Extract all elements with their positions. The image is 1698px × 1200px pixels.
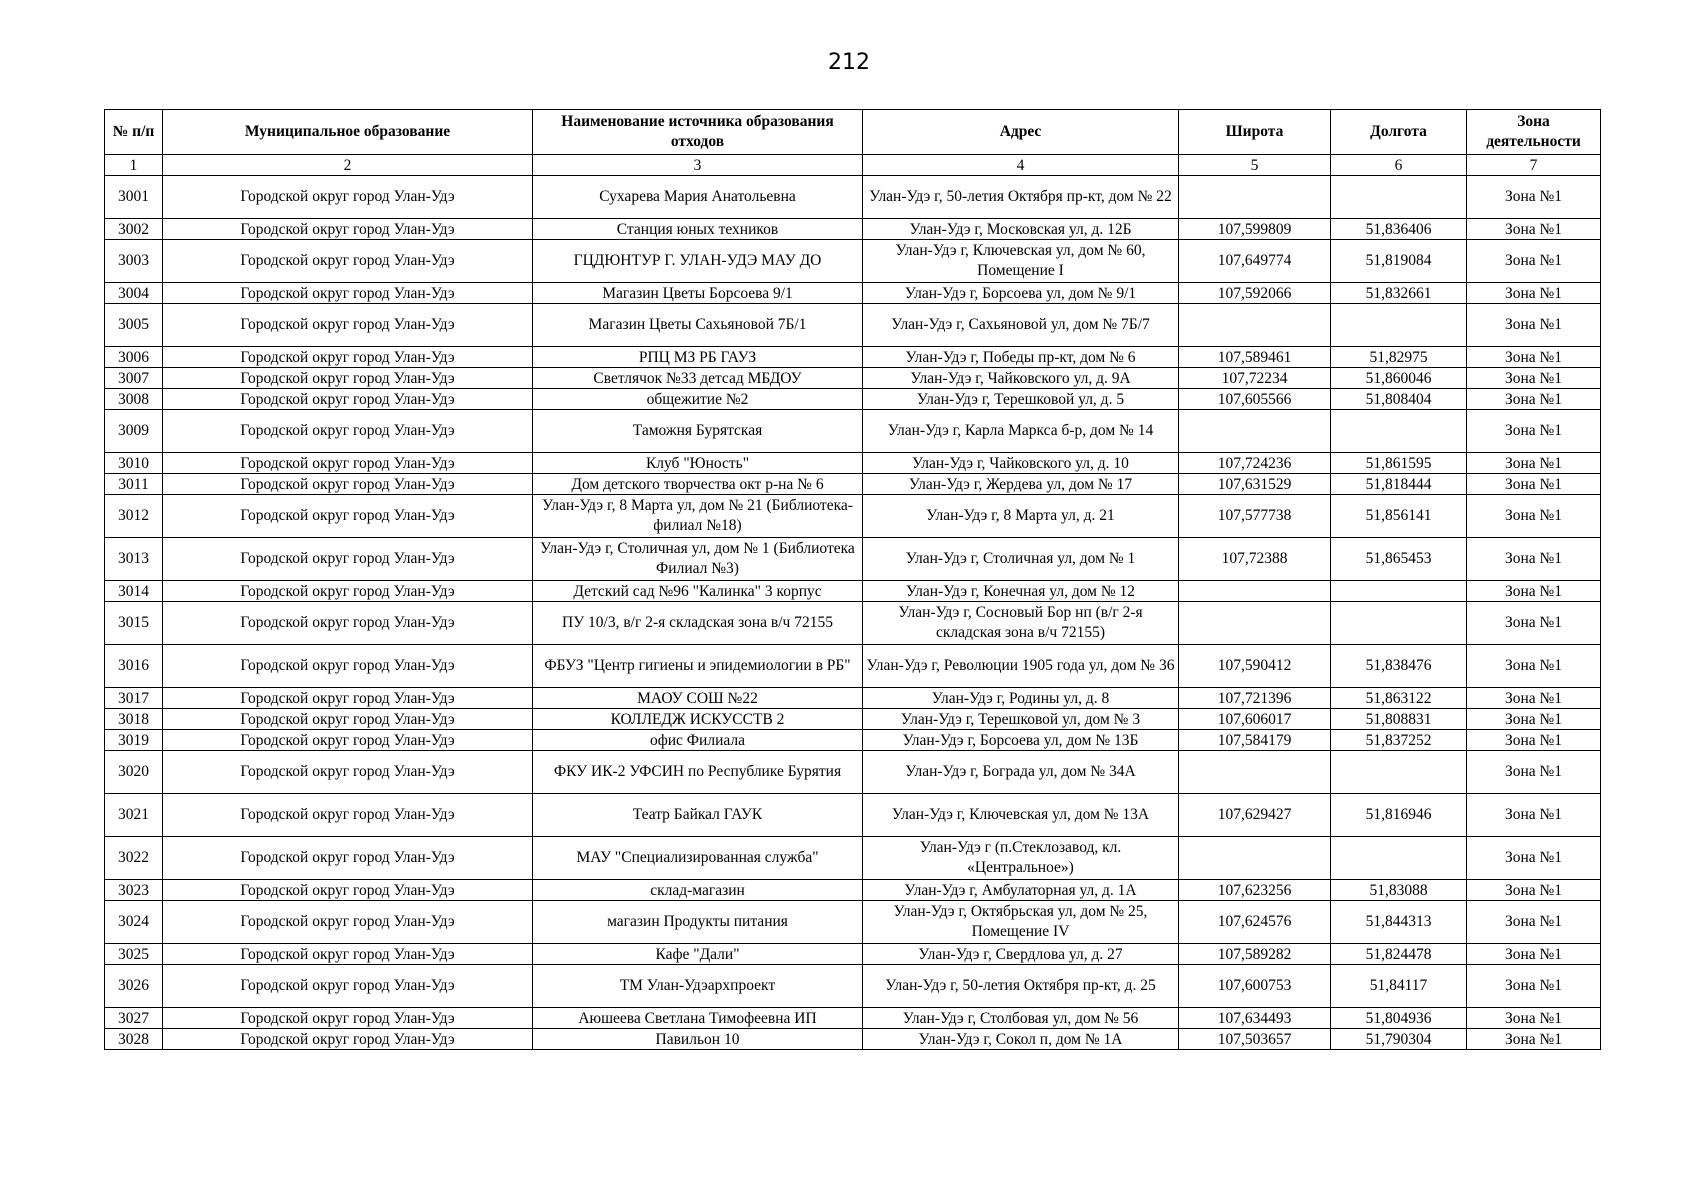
longitude-cell: 51,808404 bbox=[1331, 389, 1467, 410]
table-row bbox=[105, 1029, 1601, 1050]
latitude-cell: 107,631529 bbox=[1179, 474, 1331, 495]
source-name-cell: МАУ "Специализированная служба" bbox=[533, 837, 863, 880]
zone-cell: Зона №1 bbox=[1467, 453, 1601, 474]
row-number-cell: 3005 bbox=[105, 304, 163, 347]
source-name-cell: Кафе "Дали" bbox=[533, 944, 863, 965]
row-number-cell: 3010 bbox=[105, 453, 163, 474]
latitude-cell bbox=[1179, 304, 1331, 347]
column-number-cell: 5 bbox=[1179, 155, 1331, 176]
page-number: 212 bbox=[828, 50, 870, 75]
address-cell: Улан-Удэ г, 50-летия Октября пр-кт, д. 25 bbox=[863, 965, 1179, 1008]
municipality-cell: Городской округ город Улан-Удэ bbox=[163, 688, 533, 709]
longitude-cell: 51,804936 bbox=[1331, 1008, 1467, 1029]
zone-cell: Зона №1 bbox=[1467, 1008, 1601, 1029]
source-name-cell: Светлячок №33 детсад МБДОУ bbox=[533, 368, 863, 389]
latitude-cell: 107,721396 bbox=[1179, 688, 1331, 709]
latitude-cell bbox=[1179, 751, 1331, 794]
source-name-cell: ПУ 10/3, в/г 2-я складская зона в/ч 72155 bbox=[533, 602, 863, 645]
row-number-cell: 3019 bbox=[105, 730, 163, 751]
table-row bbox=[105, 901, 1601, 944]
longitude-cell: 51,824478 bbox=[1331, 944, 1467, 965]
municipality-cell: Городской округ город Улан-Удэ bbox=[163, 304, 533, 347]
latitude-cell: 107,624576 bbox=[1179, 901, 1331, 944]
row-number-cell: 3018 bbox=[105, 709, 163, 730]
table-row bbox=[105, 602, 1601, 645]
address-cell: Улан-Удэ г, Свердлова ул, д. 27 bbox=[863, 944, 1179, 965]
municipality-cell: Городской округ город Улан-Удэ bbox=[163, 645, 533, 688]
source-name-cell: Таможня Бурятская bbox=[533, 410, 863, 453]
address-cell: Улан-Удэ г, Терешковой ул, дом № 3 bbox=[863, 709, 1179, 730]
municipality-cell: Городской округ город Улан-Удэ bbox=[163, 538, 533, 581]
longitude-cell bbox=[1331, 602, 1467, 645]
source-name-cell: магазин Продукты питания bbox=[533, 901, 863, 944]
table-row bbox=[105, 410, 1601, 453]
municipality-cell: Городской округ город Улан-Удэ bbox=[163, 1008, 533, 1029]
municipality-cell: Городской округ город Улан-Удэ bbox=[163, 368, 533, 389]
longitude-cell: 51,819084 bbox=[1331, 240, 1467, 283]
longitude-cell: 51,816946 bbox=[1331, 794, 1467, 837]
longitude-cell: 51,838476 bbox=[1331, 645, 1467, 688]
header-cell: Муниципальное образование bbox=[163, 110, 533, 155]
row-number-cell: 3026 bbox=[105, 965, 163, 1008]
latitude-cell: 107,649774 bbox=[1179, 240, 1331, 283]
zone-cell: Зона №1 bbox=[1467, 283, 1601, 304]
address-cell: Улан-Удэ г, Амбулаторная ул, д. 1А bbox=[863, 880, 1179, 901]
latitude-cell: 107,600753 bbox=[1179, 965, 1331, 1008]
row-number-cell: 3024 bbox=[105, 901, 163, 944]
header-cell: Наименование источника образования отходов bbox=[533, 110, 863, 155]
table-row bbox=[105, 219, 1601, 240]
row-number-cell: 3016 bbox=[105, 645, 163, 688]
latitude-cell: 107,606017 bbox=[1179, 709, 1331, 730]
latitude-cell: 107,590412 bbox=[1179, 645, 1331, 688]
row-number-cell: 3011 bbox=[105, 474, 163, 495]
zone-cell: Зона №1 bbox=[1467, 410, 1601, 453]
zone-cell: Зона №1 bbox=[1467, 538, 1601, 581]
header-cell: Адрес bbox=[863, 110, 1179, 155]
column-number-cell: 1 bbox=[105, 155, 163, 176]
municipality-cell: Городской округ город Улан-Удэ bbox=[163, 219, 533, 240]
address-cell: Улан-Удэ г, Столбовая ул, дом № 56 bbox=[863, 1008, 1179, 1029]
table-row bbox=[105, 751, 1601, 794]
longitude-cell: 51,808831 bbox=[1331, 709, 1467, 730]
source-name-cell: Улан-Удэ г, 8 Марта ул, дом № 21 (Библиотека-филиал №18) bbox=[533, 495, 863, 538]
address-cell: Улан-Удэ г, Победы пр-кт, дом № 6 bbox=[863, 347, 1179, 368]
zone-cell: Зона №1 bbox=[1467, 880, 1601, 901]
table-row bbox=[105, 688, 1601, 709]
row-number-cell: 3009 bbox=[105, 410, 163, 453]
longitude-cell: 51,863122 bbox=[1331, 688, 1467, 709]
row-number-cell: 3020 bbox=[105, 751, 163, 794]
source-name-cell: Клуб "Юность" bbox=[533, 453, 863, 474]
address-cell: Улан-Удэ г, Конечная ул, дом № 12 bbox=[863, 581, 1179, 602]
latitude-cell: 107,589461 bbox=[1179, 347, 1331, 368]
row-number-cell: 3014 bbox=[105, 581, 163, 602]
table-row bbox=[105, 581, 1601, 602]
row-number-cell: 3006 bbox=[105, 347, 163, 368]
table-row bbox=[105, 495, 1601, 538]
zone-cell: Зона №1 bbox=[1467, 965, 1601, 1008]
address-cell: Улан-Удэ г, Чайковского ул, д. 9А bbox=[863, 368, 1179, 389]
address-cell: Улан-Удэ г (п.Стеклозавод, кл. «Центральное») bbox=[863, 837, 1179, 880]
address-cell: Улан-Удэ г, 50-летия Октября пр-кт, дом № 22 bbox=[863, 176, 1179, 219]
row-number-cell: 3004 bbox=[105, 283, 163, 304]
column-number-cell: 7 bbox=[1467, 155, 1601, 176]
row-number-cell: 3008 bbox=[105, 389, 163, 410]
municipality-cell: Городской округ город Улан-Удэ bbox=[163, 453, 533, 474]
table-row bbox=[105, 730, 1601, 751]
table-row bbox=[105, 368, 1601, 389]
latitude-cell bbox=[1179, 602, 1331, 645]
zone-cell: Зона №1 bbox=[1467, 219, 1601, 240]
zone-cell: Зона №1 bbox=[1467, 751, 1601, 794]
longitude-cell: 51,865453 bbox=[1331, 538, 1467, 581]
latitude-cell: 107,72388 bbox=[1179, 538, 1331, 581]
source-name-cell: Дом детского творчества окт р-на № 6 bbox=[533, 474, 863, 495]
source-name-cell: МАОУ СОШ №22 bbox=[533, 688, 863, 709]
source-name-cell: Сухарева Мария Анатольевна bbox=[533, 176, 863, 219]
source-name-cell: Детский сад №96 "Калинка" 3 корпус bbox=[533, 581, 863, 602]
row-number-cell: 3013 bbox=[105, 538, 163, 581]
latitude-cell: 107,634493 bbox=[1179, 1008, 1331, 1029]
address-cell: Улан-Удэ г, Сахьяновой ул, дом № 7Б/7 bbox=[863, 304, 1179, 347]
municipality-cell: Городской округ город Улан-Удэ bbox=[163, 751, 533, 794]
address-cell: Улан-Удэ г, Жердева ул, дом № 17 bbox=[863, 474, 1179, 495]
address-cell: Улан-Удэ г, Октябрьская ул, дом № 25, Помещение IV bbox=[863, 901, 1179, 944]
column-number-cell: 6 bbox=[1331, 155, 1467, 176]
municipality-cell: Городской округ город Улан-Удэ bbox=[163, 347, 533, 368]
source-name-cell: КОЛЛЕДЖ ИСКУССТВ 2 bbox=[533, 709, 863, 730]
municipality-cell: Городской округ город Улан-Удэ bbox=[163, 495, 533, 538]
latitude-cell: 107,629427 bbox=[1179, 794, 1331, 837]
row-number-cell: 3021 bbox=[105, 794, 163, 837]
longitude-cell bbox=[1331, 581, 1467, 602]
row-number-cell: 3001 bbox=[105, 176, 163, 219]
municipality-cell: Городской округ город Улан-Удэ bbox=[163, 283, 533, 304]
source-name-cell: ФКУ ИК-2 УФСИН по Республике Бурятия bbox=[533, 751, 863, 794]
row-number-cell: 3022 bbox=[105, 837, 163, 880]
header-cell: Широта bbox=[1179, 110, 1331, 155]
table-row bbox=[105, 944, 1601, 965]
row-number-cell: 3017 bbox=[105, 688, 163, 709]
column-number-cell: 4 bbox=[863, 155, 1179, 176]
zone-cell: Зона №1 bbox=[1467, 901, 1601, 944]
source-name-cell: Павильон 10 bbox=[533, 1029, 863, 1050]
zone-cell: Зона №1 bbox=[1467, 495, 1601, 538]
latitude-cell: 107,584179 bbox=[1179, 730, 1331, 751]
latitude-cell: 107,577738 bbox=[1179, 495, 1331, 538]
source-name-cell: Магазин Цветы Сахьяновой 7Б/1 bbox=[533, 304, 863, 347]
longitude-cell: 51,836406 bbox=[1331, 219, 1467, 240]
address-cell: Улан-Удэ г, 8 Марта ул, д. 21 bbox=[863, 495, 1179, 538]
address-cell: Улан-Удэ г, Чайковского ул, д. 10 bbox=[863, 453, 1179, 474]
municipality-cell: Городской округ город Улан-Удэ bbox=[163, 901, 533, 944]
municipality-cell: Городской округ город Улан-Удэ bbox=[163, 880, 533, 901]
table-row bbox=[105, 453, 1601, 474]
header-cell: Долгота bbox=[1331, 110, 1467, 155]
address-cell: Улан-Удэ г, Столичная ул, дом № 1 bbox=[863, 538, 1179, 581]
zone-cell: Зона №1 bbox=[1467, 368, 1601, 389]
zone-cell: Зона №1 bbox=[1467, 389, 1601, 410]
longitude-cell: 51,856141 bbox=[1331, 495, 1467, 538]
source-name-cell: Улан-Удэ г, Столичная ул, дом № 1 (Библиотека Филиал №3) bbox=[533, 538, 863, 581]
municipality-cell: Городской округ город Улан-Удэ bbox=[163, 581, 533, 602]
longitude-cell: 51,860046 bbox=[1331, 368, 1467, 389]
municipality-cell: Городской округ город Улан-Удэ bbox=[163, 965, 533, 1008]
municipality-cell: Городской округ город Улан-Удэ bbox=[163, 730, 533, 751]
header-cell: № п/п bbox=[105, 110, 163, 155]
source-name-cell: ГЦДЮНТУР Г. УЛАН-УДЭ МАУ ДО bbox=[533, 240, 863, 283]
table-row bbox=[105, 709, 1601, 730]
latitude-cell: 107,605566 bbox=[1179, 389, 1331, 410]
source-name-cell: Магазин Цветы Борсоева 9/1 bbox=[533, 283, 863, 304]
header-cell: Зона деятельности bbox=[1467, 110, 1601, 155]
row-number-cell: 3023 bbox=[105, 880, 163, 901]
municipality-cell: Городской округ город Улан-Удэ bbox=[163, 389, 533, 410]
municipality-cell: Городской округ город Улан-Удэ bbox=[163, 176, 533, 219]
zone-cell: Зона №1 bbox=[1467, 240, 1601, 283]
column-number-row bbox=[105, 155, 1601, 176]
source-name-cell: склад-магазин bbox=[533, 880, 863, 901]
address-cell: Улан-Удэ г, Борсоева ул, дом № 9/1 bbox=[863, 283, 1179, 304]
row-number-cell: 3002 bbox=[105, 219, 163, 240]
latitude-cell: 107,592066 bbox=[1179, 283, 1331, 304]
municipality-cell: Городской округ город Улан-Удэ bbox=[163, 602, 533, 645]
municipality-cell: Городской округ город Улан-Удэ bbox=[163, 794, 533, 837]
zone-cell: Зона №1 bbox=[1467, 602, 1601, 645]
zone-cell: Зона №1 bbox=[1467, 794, 1601, 837]
municipality-cell: Городской округ город Улан-Удэ bbox=[163, 410, 533, 453]
address-cell: Улан-Удэ г, Родины ул, д. 8 bbox=[863, 688, 1179, 709]
longitude-cell bbox=[1331, 304, 1467, 347]
row-number-cell: 3025 bbox=[105, 944, 163, 965]
address-cell: Улан-Удэ г, Ключевская ул, дом № 13А bbox=[863, 794, 1179, 837]
longitude-cell: 51,83088 bbox=[1331, 880, 1467, 901]
longitude-cell: 51,790304 bbox=[1331, 1029, 1467, 1050]
column-number-cell: 2 bbox=[163, 155, 533, 176]
latitude-cell bbox=[1179, 581, 1331, 602]
table-body bbox=[105, 176, 1601, 1050]
zone-cell: Зона №1 bbox=[1467, 645, 1601, 688]
source-name-cell: РПЦ МЗ РБ ГАУЗ bbox=[533, 347, 863, 368]
row-number-cell: 3027 bbox=[105, 1008, 163, 1029]
table-row bbox=[105, 794, 1601, 837]
table-row bbox=[105, 880, 1601, 901]
waste-sources-table bbox=[104, 109, 1601, 1050]
zone-cell: Зона №1 bbox=[1467, 581, 1601, 602]
row-number-cell: 3007 bbox=[105, 368, 163, 389]
row-number-cell: 3028 bbox=[105, 1029, 163, 1050]
municipality-cell: Городской округ город Улан-Удэ bbox=[163, 1029, 533, 1050]
table-row bbox=[105, 965, 1601, 1008]
table-row bbox=[105, 474, 1601, 495]
column-number-cell: 3 bbox=[533, 155, 863, 176]
longitude-cell: 51,837252 bbox=[1331, 730, 1467, 751]
address-cell: Улан-Удэ г, Ключевская ул, дом № 60, Помещение I bbox=[863, 240, 1179, 283]
zone-cell: Зона №1 bbox=[1467, 304, 1601, 347]
longitude-cell bbox=[1331, 837, 1467, 880]
municipality-cell: Городской округ город Улан-Удэ bbox=[163, 709, 533, 730]
longitude-cell bbox=[1331, 410, 1467, 453]
table-row bbox=[105, 538, 1601, 581]
source-name-cell: офис Филиала bbox=[533, 730, 863, 751]
table-row bbox=[105, 240, 1601, 283]
latitude-cell bbox=[1179, 176, 1331, 219]
municipality-cell: Городской округ город Улан-Удэ bbox=[163, 240, 533, 283]
table-row bbox=[105, 304, 1601, 347]
address-cell: Улан-Удэ г, Бограда ул, дом № 34А bbox=[863, 751, 1179, 794]
source-name-cell: ТМ Улан-Удэархпроект bbox=[533, 965, 863, 1008]
address-cell: Улан-Удэ г, Революции 1905 года ул, дом № 36 bbox=[863, 645, 1179, 688]
longitude-cell: 51,861595 bbox=[1331, 453, 1467, 474]
longitude-cell bbox=[1331, 751, 1467, 794]
latitude-cell: 107,623256 bbox=[1179, 880, 1331, 901]
zone-cell: Зона №1 bbox=[1467, 709, 1601, 730]
table-row bbox=[105, 389, 1601, 410]
zone-cell: Зона №1 bbox=[1467, 688, 1601, 709]
latitude-cell: 107,589282 bbox=[1179, 944, 1331, 965]
zone-cell: Зона №1 bbox=[1467, 944, 1601, 965]
longitude-cell: 51,818444 bbox=[1331, 474, 1467, 495]
row-number-cell: 3003 bbox=[105, 240, 163, 283]
table-row bbox=[105, 1008, 1601, 1029]
zone-cell: Зона №1 bbox=[1467, 837, 1601, 880]
latitude-cell: 107,599809 bbox=[1179, 219, 1331, 240]
municipality-cell: Городской округ город Улан-Удэ bbox=[163, 474, 533, 495]
latitude-cell bbox=[1179, 837, 1331, 880]
table-row bbox=[105, 176, 1601, 219]
latitude-cell bbox=[1179, 410, 1331, 453]
source-name-cell: общежитие №2 bbox=[533, 389, 863, 410]
header-row bbox=[105, 110, 1601, 155]
longitude-cell: 51,82975 bbox=[1331, 347, 1467, 368]
address-cell: Улан-Удэ г, Карла Маркса б-р, дом № 14 bbox=[863, 410, 1179, 453]
longitude-cell bbox=[1331, 176, 1467, 219]
zone-cell: Зона №1 bbox=[1467, 730, 1601, 751]
source-name-cell: Аюшеева Светлана Тимофеевна ИП bbox=[533, 1008, 863, 1029]
address-cell: Улан-Удэ г, Терешковой ул, д. 5 bbox=[863, 389, 1179, 410]
row-number-cell: 3015 bbox=[105, 602, 163, 645]
zone-cell: Зона №1 bbox=[1467, 1029, 1601, 1050]
zone-cell: Зона №1 bbox=[1467, 176, 1601, 219]
address-cell: Улан-Удэ г, Сосновый Бор нп (в/г 2-я складская зона в/ч 72155) bbox=[863, 602, 1179, 645]
longitude-cell: 51,84117 bbox=[1331, 965, 1467, 1008]
table-row bbox=[105, 645, 1601, 688]
zone-cell: Зона №1 bbox=[1467, 347, 1601, 368]
zone-cell: Зона №1 bbox=[1467, 474, 1601, 495]
table-row bbox=[105, 283, 1601, 304]
table-row bbox=[105, 837, 1601, 880]
latitude-cell: 107,72234 bbox=[1179, 368, 1331, 389]
address-cell: Улан-Удэ г, Сокол п, дом № 1А bbox=[863, 1029, 1179, 1050]
source-name-cell: Театр Байкал ГАУК bbox=[533, 794, 863, 837]
source-name-cell: ФБУЗ "Центр гигиены и эпидемиологии в РБ" bbox=[533, 645, 863, 688]
row-number-cell: 3012 bbox=[105, 495, 163, 538]
municipality-cell: Городской округ город Улан-Удэ bbox=[163, 944, 533, 965]
address-cell: Улан-Удэ г, Борсоева ул, дом № 13Б bbox=[863, 730, 1179, 751]
longitude-cell: 51,844313 bbox=[1331, 901, 1467, 944]
table-row bbox=[105, 347, 1601, 368]
municipality-cell: Городской округ город Улан-Удэ bbox=[163, 837, 533, 880]
longitude-cell: 51,832661 bbox=[1331, 283, 1467, 304]
latitude-cell: 107,724236 bbox=[1179, 453, 1331, 474]
source-name-cell: Станция юных техников bbox=[533, 219, 863, 240]
latitude-cell: 107,503657 bbox=[1179, 1029, 1331, 1050]
address-cell: Улан-Удэ г, Московская ул, д. 12Б bbox=[863, 219, 1179, 240]
